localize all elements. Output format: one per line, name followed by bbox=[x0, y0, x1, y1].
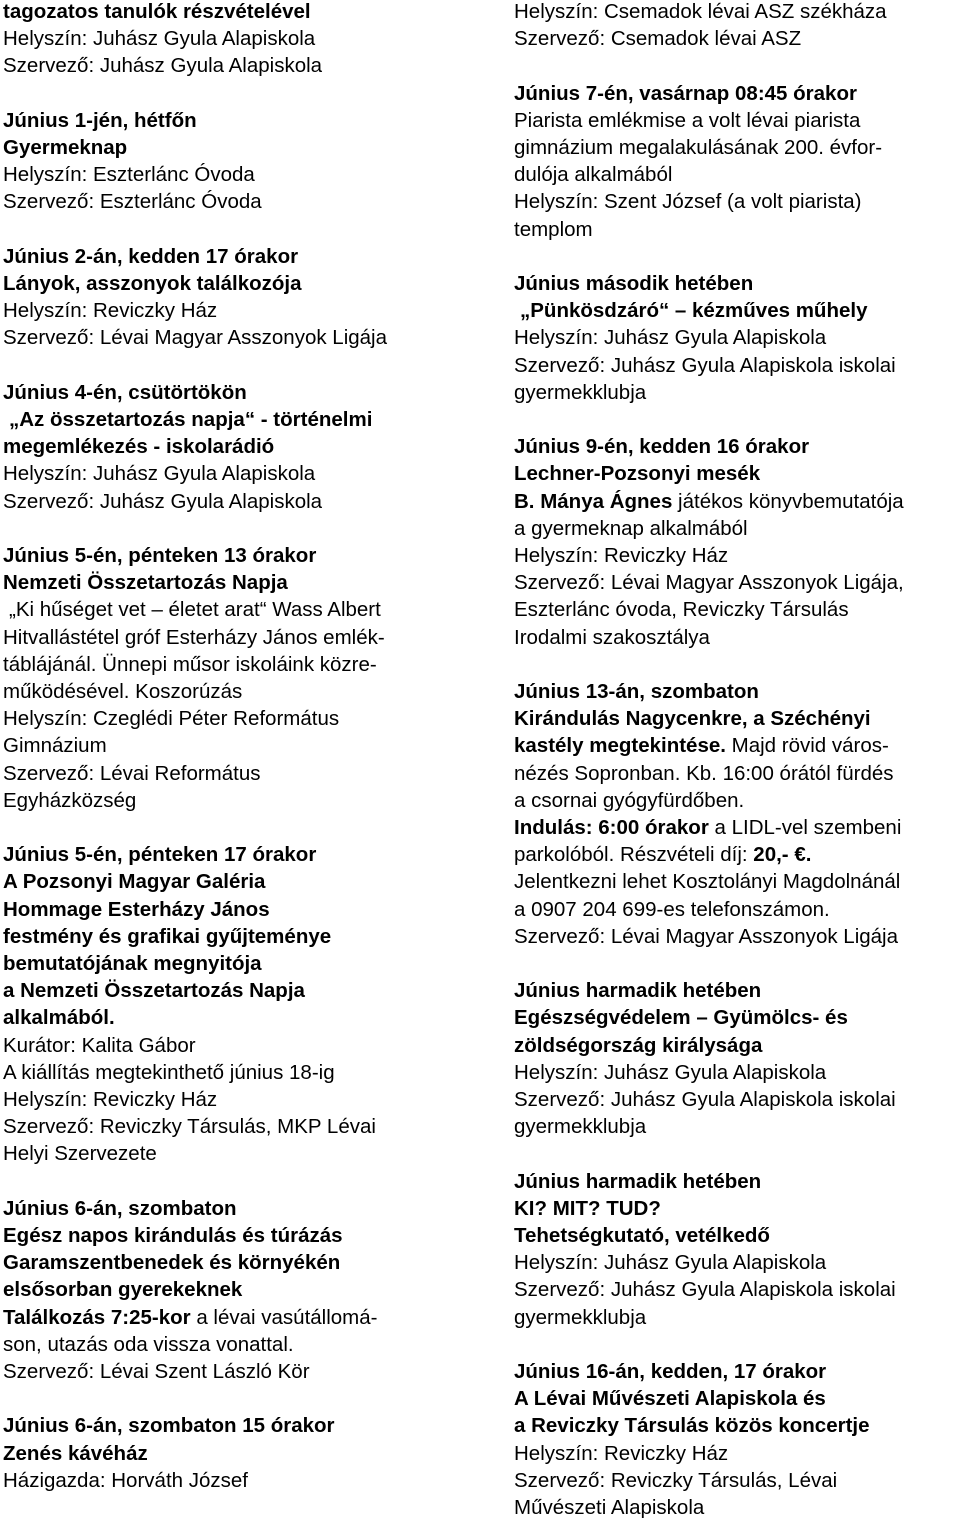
spacer bbox=[3, 1385, 481, 1412]
spacer bbox=[514, 52, 956, 79]
text-line: Szervező: Reviczky Társulás, MKP Lévai bbox=[3, 1115, 376, 1139]
spacer bbox=[3, 814, 481, 841]
text-run: B. Mánya Ágnes bbox=[514, 489, 673, 513]
spacer bbox=[3, 352, 481, 379]
text-line: Gimnázium bbox=[3, 734, 107, 758]
text-line: Lányok, asszonyok találkozója bbox=[3, 272, 302, 295]
text-line: Helyszín: Juhász Gyula Alapiskola bbox=[3, 462, 316, 486]
text-line: Helyszín: Czeglédi Péter Református bbox=[3, 707, 340, 731]
text-line: Szervező: Juhász Gyula Alapiskola iskolai bbox=[514, 353, 896, 377]
text-line: Zenés kávéház bbox=[3, 1441, 148, 1465]
text-line: Helyszín: Reviczky Ház bbox=[3, 299, 218, 323]
text-line: Lechner-Pozsonyi mesék bbox=[514, 462, 761, 486]
text-line: Június 1-jén, hétfőn bbox=[3, 108, 197, 132]
text-run: Majd rövid város- bbox=[725, 734, 889, 758]
text-line: Szervező: Lévai Szent László Kör bbox=[3, 1360, 310, 1384]
text-line: Garamszentbenedek és környékén bbox=[3, 1251, 341, 1275]
text-line: Június harmadik hetében bbox=[514, 979, 762, 1003]
text-line: Szervező: Juhász Gyula Alapiskola iskolai bbox=[514, 1278, 896, 1302]
text-line: „Ki hűséget vet – életet arat“ Wass Albert bbox=[9, 598, 381, 622]
text-run: a LIDL-vel szembeni bbox=[708, 816, 902, 840]
text-line: tagozatos tanulók részvételével bbox=[3, 0, 311, 23]
spacer bbox=[514, 243, 956, 270]
text-line: Június 13-án, szombaton bbox=[514, 680, 759, 704]
text-line: megemlékezés - iskolarádió bbox=[3, 435, 275, 459]
text-line: festmény és grafikai gyűjteménye bbox=[3, 924, 332, 948]
text-line: Szervező: Lévai Magyar Asszonyok Ligája bbox=[3, 326, 388, 350]
text-line: Tehetségkutató, vetélkedő bbox=[514, 1224, 770, 1248]
text-line: „Pünkösdzáró“ – kézműves műhely bbox=[520, 299, 868, 323]
text-line: Egészségvédelem – Gyümölcs- és bbox=[514, 1006, 848, 1030]
text-line: Szervező: Csemadok lévai ASZ bbox=[514, 27, 802, 51]
text-line: Június 5-én, pénteken 13 órakor bbox=[3, 544, 317, 567]
text-line: KI? MIT? TUD? bbox=[514, 1196, 661, 1220]
text-line: Szervező: Juhász Gyula Alapiskola iskolai bbox=[514, 1088, 896, 1112]
text-line: Helyszín: Reviczky Ház bbox=[514, 544, 729, 568]
text-line: gyermekklubja bbox=[514, 380, 647, 404]
text-line: Június 2-án, kedden 17 órakor bbox=[3, 244, 299, 268]
text-line: Helyszín: Eszterlánc Óvoda bbox=[3, 163, 255, 187]
text-line: „Az összetartozás napja“ - történelmi bbox=[9, 408, 373, 431]
spacer bbox=[514, 1140, 956, 1167]
text-line: a Reviczky Társulás közös koncertje bbox=[514, 1414, 870, 1438]
text-line: Helyszín: Juhász Gyula Alapiskola bbox=[3, 27, 316, 51]
text-line: A Lévai Művészeti Alapiskola és bbox=[514, 1387, 826, 1411]
text-line: Helyszín: Juhász Gyula Alapiskola bbox=[514, 1060, 827, 1084]
text-run: parkolóból. Részvételi díj: bbox=[514, 843, 754, 867]
spacer bbox=[514, 651, 956, 678]
spacer bbox=[3, 80, 481, 107]
text-line: Házigazda: Horváth József bbox=[3, 1468, 248, 1492]
text-line: Helyi Szervezete bbox=[3, 1142, 157, 1166]
text-line: táblájánál. Ünnepi műsor iskoláink közre- bbox=[3, 652, 377, 676]
text-line: A kiállítás megtekinthető június 18-ig bbox=[3, 1060, 335, 1084]
text-line: Eszterlánc óvoda, Reviczky Társulás bbox=[514, 598, 849, 622]
spacer bbox=[514, 1331, 956, 1358]
spacer bbox=[514, 406, 956, 433]
text-run: játékos könyvbemutatója bbox=[672, 489, 904, 513]
text-line bbox=[514, 732, 956, 759]
text-line: Nemzeti Összetartozás Napja bbox=[3, 571, 288, 595]
text-line: Helyszín: Juhász Gyula Alapiskola bbox=[514, 1251, 827, 1275]
text-line: bemutatójának megnyitója bbox=[3, 952, 262, 976]
text-line bbox=[514, 488, 956, 515]
text-line: Jelentkezni lehet Kosztolányi Magdolnánál bbox=[514, 870, 901, 894]
text-line: Gyermeknap bbox=[3, 136, 128, 159]
text-line: a 0907 204 699-es telefonszámon. bbox=[514, 897, 830, 921]
text-line: Június 6-án, szombaton 15 órakor bbox=[3, 1414, 335, 1438]
text-run: Indulás: 6:00 órakor bbox=[514, 816, 709, 840]
text-line: Június 5-én, pénteken 17 órakor bbox=[3, 843, 317, 867]
text-line bbox=[514, 814, 956, 841]
text-line: gyermekklubja bbox=[514, 1305, 647, 1329]
text-line: Június második hetében bbox=[514, 272, 754, 295]
text-line: Június 9-én, kedden 16 órakor bbox=[514, 435, 810, 459]
text-line bbox=[514, 841, 956, 868]
text-line: gyermekklubja bbox=[514, 1115, 647, 1139]
text-line: Művészeti Alapiskola bbox=[514, 1496, 705, 1520]
text-line: a gyermeknap alkalmából bbox=[514, 516, 748, 540]
text-run: Találkozás 7:25-kor bbox=[3, 1305, 191, 1329]
text-line: Helyszín: Reviczky Ház bbox=[3, 1088, 218, 1112]
text-line: Június harmadik hetében bbox=[514, 1169, 762, 1193]
text-line: Június 16-án, kedden, 17 órakor bbox=[514, 1360, 827, 1384]
text-line: Szervező: Lévai Református bbox=[3, 761, 261, 785]
text-line: Június 4-én, csütörtökön bbox=[3, 380, 247, 404]
text-line: Helyszín: Csemadok lévai ASZ székháza bbox=[514, 0, 887, 23]
text-line: Szervező: Lévai Magyar Asszonyok Ligája, bbox=[514, 571, 904, 595]
text-line: Szervező: Lévai Magyar Asszonyok Ligája bbox=[514, 924, 899, 948]
text-line: Kurátor: Kalita Gábor bbox=[3, 1033, 196, 1057]
text-line: Helyszín: Szent József (a volt piarista) bbox=[514, 190, 862, 214]
text-line: a Nemzeti Összetartozás Napja bbox=[3, 979, 305, 1003]
right-column bbox=[514, 0, 956, 1521]
left-column bbox=[3, 0, 481, 1494]
text-line: Június 7-én, vasárnap 08:45 órakor bbox=[514, 81, 857, 105]
text-line: Június 6-án, szombaton bbox=[3, 1196, 237, 1220]
spacer bbox=[514, 950, 956, 977]
text-line: Egyházközség bbox=[3, 788, 137, 812]
text-line: Helyszín: Juhász Gyula Alapiskola bbox=[514, 326, 827, 350]
text-line: a csornai gyógyfürdőben. bbox=[514, 788, 745, 812]
text-line: Hitvallástétel gróf Esterházy János emlék- bbox=[3, 625, 385, 649]
text-line: nézés Sopronban. Kb. 16:00 órától fürdés bbox=[514, 761, 894, 785]
text-line: son, utazás oda vissza vonattal. bbox=[3, 1332, 294, 1356]
text-run: a lévai vasútállomá- bbox=[190, 1305, 378, 1329]
spacer bbox=[3, 216, 481, 243]
text-line: zöldségország királysága bbox=[514, 1033, 763, 1057]
text-line: alkalmából. bbox=[3, 1006, 115, 1030]
text-run: 20,- €. bbox=[753, 843, 812, 867]
text-line: Piarista emlékmise a volt lévai piarista bbox=[514, 108, 861, 132]
text-line: templom bbox=[514, 217, 593, 241]
text-line bbox=[3, 1304, 481, 1331]
text-line: működésével. Koszorúzás bbox=[3, 680, 243, 704]
spacer bbox=[3, 1168, 481, 1195]
text-line: gimnázium megalakulásának 200. évfor- bbox=[514, 136, 883, 159]
text-line: Helyszín: Reviczky Ház bbox=[514, 1441, 729, 1465]
text-line: A Pozsonyi Magyar Galéria bbox=[3, 870, 266, 894]
text-line: Szervező: Juhász Gyula Alapiskola bbox=[3, 489, 323, 513]
text-line: elsősorban gyerekeknek bbox=[3, 1278, 243, 1302]
text-run: kastély megtekintése. bbox=[514, 734, 726, 758]
text-line: Hommage Esterházy János bbox=[3, 897, 270, 921]
text-line: Kirándulás Nagycenkre, a Széchényi bbox=[514, 707, 871, 731]
spacer bbox=[3, 515, 481, 542]
text-line: dulója alkalmából bbox=[514, 163, 673, 187]
text-line: Egész napos kirándulás és túrázás bbox=[3, 1224, 343, 1248]
text-line: Szervező: Reviczky Társulás, Lévai bbox=[514, 1468, 838, 1492]
text-line: Szervező: Juhász Gyula Alapiskola bbox=[3, 54, 323, 78]
text-line: Szervező: Eszterlánc Óvoda bbox=[3, 190, 262, 214]
text-line: Irodalmi szakosztálya bbox=[514, 625, 710, 649]
